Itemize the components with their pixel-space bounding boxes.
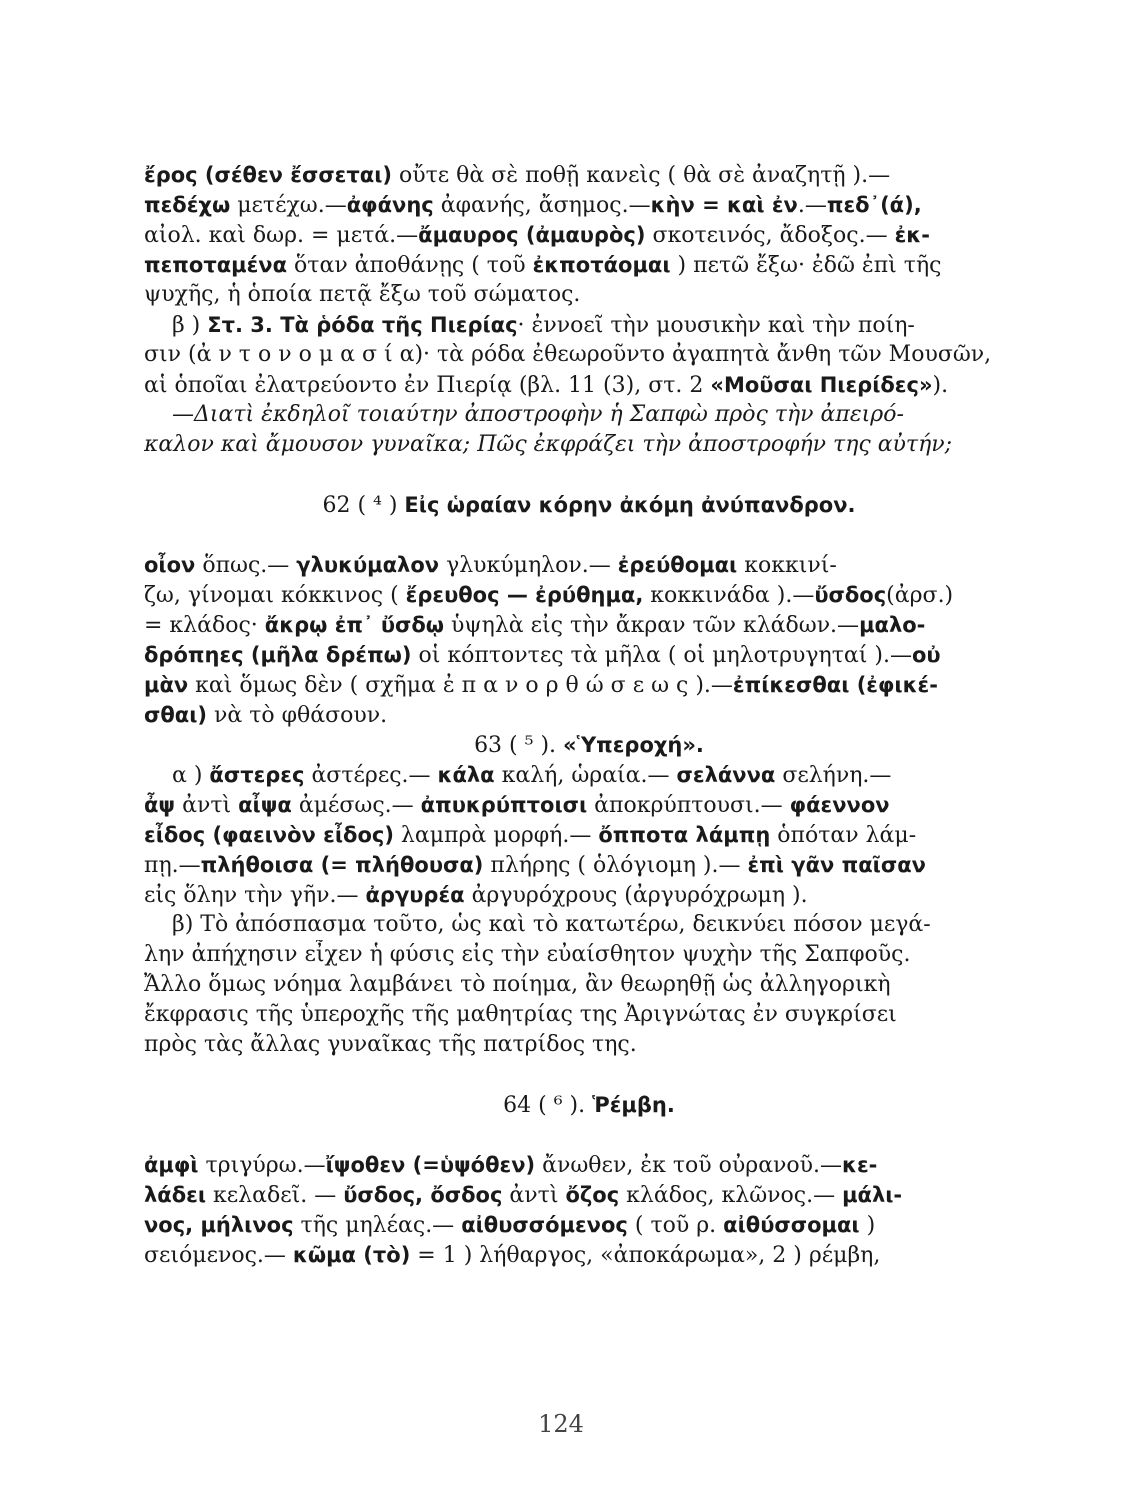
bold-term: ἐπὶ γᾶν παῖσαν bbox=[747, 853, 926, 877]
bold-term: πεδέχω bbox=[144, 193, 231, 217]
text-run: 64 ( ⁶ ). bbox=[503, 1093, 593, 1118]
text-line bbox=[144, 970, 1034, 1000]
bold-term: λάδει bbox=[144, 1183, 207, 1207]
text-line bbox=[144, 1120, 1034, 1150]
text-run: σκοτεινός, ἄδοξος.— bbox=[645, 223, 895, 248]
text-run: γλυκύμηλον.— bbox=[439, 553, 618, 578]
text-line bbox=[144, 640, 1034, 670]
text-run: σελήνη.— bbox=[775, 763, 892, 788]
bold-term: αἰθύσσομαι bbox=[723, 1213, 860, 1237]
text-line bbox=[144, 1210, 1034, 1240]
text-line bbox=[144, 1060, 1034, 1090]
text-run: 62 ( ⁴ ) bbox=[322, 493, 405, 518]
text-run: καλή, ὡραία.— bbox=[494, 763, 677, 788]
text-run: ὑψηλὰ εἰς τὴν ἄκραν τῶν κλάδων.— bbox=[444, 613, 860, 638]
text-line bbox=[144, 400, 1034, 430]
text-line bbox=[144, 430, 1034, 460]
italic-text: καλον καὶ ἄμουσον γυναῖκα; Πῶς ἐκφράζει τὴν ἀποστροφήν της αὐτήν; bbox=[144, 432, 953, 457]
bold-term: δρόπηες (μῆλα δρέπω) bbox=[144, 643, 412, 667]
text-line bbox=[144, 370, 1034, 400]
text-line bbox=[144, 340, 1034, 370]
text-run: ὁπόταν λάμ- bbox=[770, 823, 917, 848]
text-line bbox=[144, 220, 1034, 250]
text-line bbox=[144, 610, 1034, 640]
text-run: ὅπως.— bbox=[195, 553, 297, 578]
bold-term: οὐ bbox=[911, 643, 941, 667]
bold-term: νος, μήλινος bbox=[144, 1213, 294, 1237]
bold-term: κῶμα (τὸ) bbox=[292, 1243, 411, 1267]
text-line bbox=[144, 1180, 1034, 1210]
text-run: (ἀρσ.) bbox=[886, 583, 954, 608]
text-run: ). bbox=[932, 373, 949, 398]
text-line bbox=[144, 280, 1034, 310]
bold-term: πεποταμένα bbox=[144, 253, 288, 277]
bold-term: ἄμαυρος (ἀμαυρὸς) bbox=[418, 223, 646, 247]
bold-term: οἶον bbox=[144, 553, 196, 577]
text-run: αἱ ὁποῖαι ἐλατρεύοντο ἐν Πιερίᾳ (βλ. 11 (3), στ. 2 bbox=[144, 373, 711, 398]
bold-term: σελάννα bbox=[676, 763, 776, 787]
bold-term: Εἰς ὡραίαν κόρην ἀκόμη ἀνύπανδρον. bbox=[404, 493, 856, 517]
text-line bbox=[144, 790, 1034, 820]
text-run: 63 ( ⁵ ). bbox=[474, 733, 564, 758]
bold-term: «Ὑπεροχή». bbox=[563, 733, 704, 757]
bold-term: ἀργυρέα bbox=[365, 883, 465, 907]
text-run: σιν (ἀ ν τ ο ν ο μ α σ ί α)· τὰ ρόδα ἐθεωροῦντο ἀγαπητὰ ἄνθη τῶν Μουσῶν, bbox=[144, 342, 992, 367]
text-run: β ) bbox=[144, 313, 208, 338]
bold-term: μαλο- bbox=[859, 613, 926, 637]
text-run: α ) bbox=[144, 763, 210, 788]
text-run: ἀφανής, ἄσημος.— bbox=[433, 193, 651, 218]
bold-term: ἔρος (σέθεν ἔσσεται) bbox=[144, 163, 392, 187]
text-run: ψυχῆς, ἡ ὁποία πετᾷ ἔξω τοῦ σώματος. bbox=[144, 282, 581, 307]
text-line bbox=[144, 190, 1034, 220]
text-run: αἰολ. καὶ δωρ. = μετά.— bbox=[144, 223, 419, 248]
bold-term: σθαι) bbox=[144, 703, 207, 727]
bold-term: Στ. 3. Τὰ ῥόδα τῆς Πιερίας bbox=[207, 313, 518, 337]
bold-term: μὰν bbox=[144, 673, 189, 697]
text-run: ἔκφρασις τῆς ὑπεροχῆς τῆς μαθητρίας της Ἀριγνώτας ἐν συγκρίσει bbox=[144, 1002, 897, 1027]
text-line bbox=[144, 1150, 1034, 1180]
text-run: σειόμενος.— bbox=[144, 1243, 293, 1268]
bold-term: ἀπυκρύπτοισι bbox=[420, 793, 588, 817]
bold-term: «Μοῦσαι Πιερίδες» bbox=[710, 373, 933, 397]
text-run: κλάδος, κλῶνος.— bbox=[619, 1183, 843, 1208]
text-run: ἀποκρύπτουσι.— bbox=[587, 793, 790, 818]
text-run: ἀμέσως.— bbox=[291, 793, 421, 818]
section-heading bbox=[144, 730, 1034, 760]
bold-term: γλυκύμαλον bbox=[296, 553, 440, 577]
bold-term: Ῥέμβη. bbox=[592, 1093, 675, 1117]
bold-term: ἐκ- bbox=[894, 223, 930, 247]
bold-term: πλήθοισα (= πλήθουσα) bbox=[200, 853, 484, 877]
bold-term: ἄκρῳ ἐπ᾽ ὔσδῳ bbox=[264, 613, 445, 637]
bold-term: ἐρεύθομαι bbox=[617, 553, 738, 577]
bold-term: ἄστερες bbox=[209, 763, 305, 787]
text-line bbox=[144, 550, 1034, 580]
text-run: καὶ ὅμως δὲν ( σχῆμα ἐ π α ν ο ρ θ ώ σ ε ω ς ).— bbox=[188, 673, 733, 698]
bold-term: κε- bbox=[842, 1153, 878, 1177]
text-run: πρὸς τὰς ἄλλας γυναῖκας τῆς πατρίδος της. bbox=[144, 1032, 637, 1057]
text-line bbox=[144, 850, 1034, 880]
italic-text: —Διατὶ ἐκδηλοῖ τοιαύτην ἀποστροφὴν ἡ Σαπφὼ πρὸς τὴν ἀπειρό- bbox=[144, 402, 904, 427]
text-run: · ἐννοεῖ τὴν μουσικὴν καὶ τὴν ποίη- bbox=[517, 313, 915, 338]
bold-term: ὔσδος, ὄσδος bbox=[343, 1183, 503, 1207]
bold-term: κάλα bbox=[437, 763, 495, 787]
text-run: εἰς ὅλην τὴν γῆν.— bbox=[144, 883, 366, 908]
text-run: ) bbox=[859, 1213, 876, 1238]
text-run: λην ἀπήχησιν εἶχεν ἡ φύσις εἰς τὴν εὐαίσθητον ψυχὴν τῆς Σαπφοῦς. bbox=[144, 942, 911, 967]
page-number: 124 bbox=[538, 1410, 584, 1438]
text-line bbox=[144, 520, 1034, 550]
bold-term: εἶδος (φαεινὸν εἶδος) bbox=[144, 823, 394, 847]
text-run: οἱ κόπτοντες τὰ μῆλα ( οἱ μηλοτρυγηταί ).— bbox=[411, 643, 912, 668]
bold-term: ἆψ bbox=[144, 793, 176, 817]
text-run: ἄνωθεν, ἐκ τοῦ οὐρανοῦ.— bbox=[535, 1153, 843, 1178]
bold-term: ὔσδος bbox=[814, 583, 887, 607]
text-run: μετέχω.— bbox=[230, 193, 347, 218]
text-line bbox=[144, 1000, 1034, 1030]
section-heading bbox=[144, 1090, 1034, 1120]
text-line bbox=[144, 700, 1034, 730]
text-run: κελαδεῖ. — bbox=[206, 1183, 344, 1208]
commentary-text bbox=[144, 160, 1034, 1270]
text-run: ἀστέρες.— bbox=[304, 763, 438, 788]
text-run: ζω, γίνομαι κόκκινος ( bbox=[144, 583, 406, 608]
bold-term: ἴψοθεν (=ὑψόθεν) bbox=[325, 1153, 536, 1177]
text-run: Ἄλλο ὅμως νόημα λαμβάνει τὸ ποίημα, ἂν θεωρηθῇ ὡς ἀλληγορικὴ bbox=[144, 972, 891, 997]
text-run: ἀργυρόχρους (ἀργυρόχρωμη ). bbox=[464, 883, 808, 908]
text-run: = κλάδος· bbox=[144, 613, 265, 638]
section-heading bbox=[144, 490, 1034, 520]
text-line bbox=[144, 760, 1034, 790]
bold-term: αἶψα bbox=[238, 793, 292, 817]
text-line bbox=[144, 820, 1034, 850]
text-run: ἀντὶ bbox=[502, 1183, 566, 1208]
text-line bbox=[144, 670, 1034, 700]
text-run: = 1 ) λήθαργος, «ἀποκάρωμα», 2 ) ρέμβη, bbox=[410, 1243, 881, 1268]
text-run: πῃ.— bbox=[144, 853, 201, 878]
text-line bbox=[144, 940, 1034, 970]
text-run: ὅταν ἀποθάνῃς ( τοῦ bbox=[287, 253, 533, 278]
text-run: τῆς μηλέας.— bbox=[293, 1213, 462, 1238]
text-line bbox=[144, 1240, 1034, 1270]
text-run: .— bbox=[797, 193, 827, 218]
text-run: ( τοῦ ρ. bbox=[627, 1213, 724, 1238]
bold-term: ἐκποτάομαι bbox=[532, 253, 671, 277]
bold-term: πεδ᾽(ά), bbox=[826, 193, 922, 217]
text-run: τριγύρω.— bbox=[198, 1153, 326, 1178]
bold-term: κὴν = καὶ ἐν bbox=[650, 193, 798, 217]
text-line bbox=[144, 910, 1034, 940]
text-run: λαμπρὰ μορφή.— bbox=[393, 823, 599, 848]
bold-term: ὄζος bbox=[565, 1183, 620, 1207]
bold-term: ὄπποτα λάμπῃ bbox=[598, 823, 771, 847]
text-line bbox=[144, 580, 1034, 610]
text-run: νὰ τὸ φθάσουν. bbox=[207, 703, 388, 728]
text-run: κοκκινάδα ).— bbox=[643, 583, 815, 608]
text-run: κοκκινί- bbox=[737, 553, 837, 578]
text-run: οὔτε θὰ σὲ ποθῇ κανεὶς ( θὰ σὲ ἀναζητῇ ).— bbox=[391, 163, 891, 188]
text-run: ) πετῶ ἔξω· ἐδῶ ἐπὶ τῆς bbox=[670, 253, 942, 278]
bold-term: αἰθυσσόμενος bbox=[461, 1213, 628, 1237]
bold-term: ἀφάνης bbox=[346, 193, 434, 217]
bold-term: φάεννον bbox=[789, 793, 890, 817]
text-run: β) Τὸ ἀπόσπασμα τοῦτο, ὡς καὶ τὸ κατωτέρω, δεικνύει πόσον μεγά- bbox=[144, 912, 931, 937]
text-run: πλήρης ( ὁλόγιομη ).— bbox=[483, 853, 748, 878]
bold-term: μάλι- bbox=[842, 1183, 903, 1207]
text-line bbox=[144, 310, 1034, 340]
text-line bbox=[144, 250, 1034, 280]
text-line bbox=[144, 160, 1034, 190]
text-run: ἀντὶ bbox=[175, 793, 239, 818]
bold-term: ἐπίκεσθαι (ἐφικέ- bbox=[732, 673, 938, 697]
text-line bbox=[144, 880, 1034, 910]
text-line bbox=[144, 460, 1034, 490]
bold-term: ἔρευθος — ἐρύθημα, bbox=[405, 583, 644, 607]
text-line bbox=[144, 1030, 1034, 1060]
bold-term: ἀμφὶ bbox=[144, 1153, 199, 1177]
